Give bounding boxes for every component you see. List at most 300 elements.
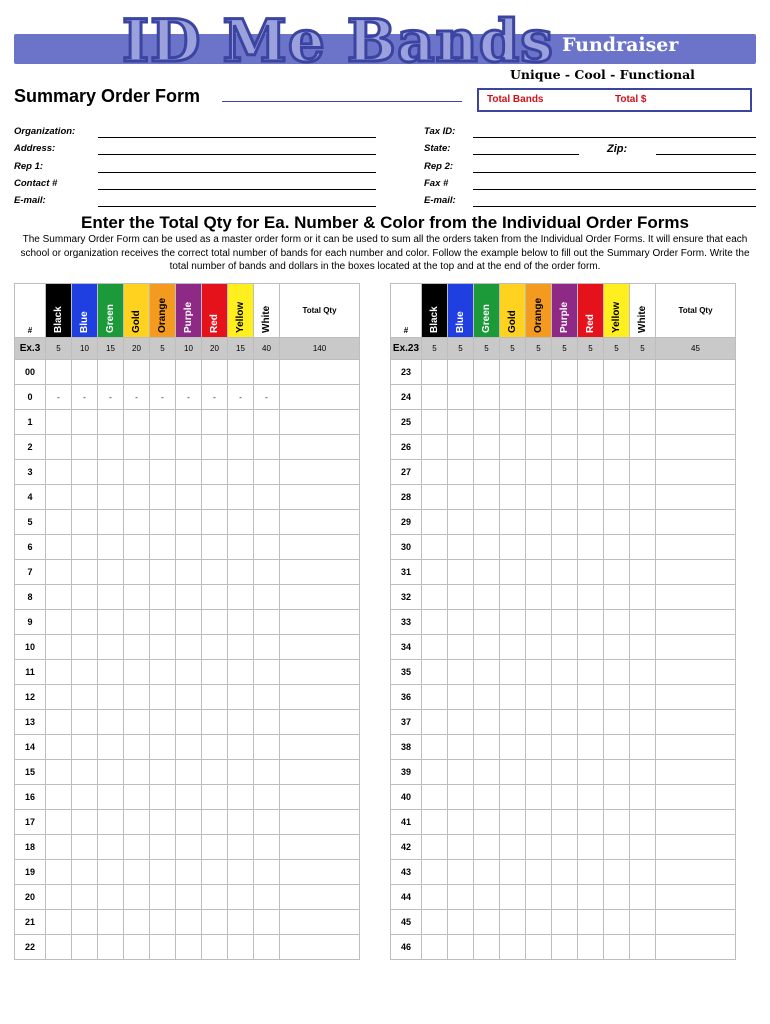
qty-cell-yellow[interactable] [228,935,254,960]
qty-cell-red[interactable] [578,885,604,910]
qty-cell-green[interactable] [98,935,124,960]
qty-cell-purple[interactable] [552,585,578,610]
qty-cell-black[interactable] [422,460,448,485]
qty-cell-gold[interactable] [500,910,526,935]
qty-cell-green[interactable] [98,660,124,685]
qty-cell-yellow[interactable] [228,760,254,785]
qty-cell-orange[interactable] [150,460,176,485]
qty-cell-red[interactable] [202,535,228,560]
qty-cell-blue[interactable] [448,635,474,660]
qty-cell-blue[interactable] [72,860,98,885]
qty-cell-blue[interactable] [72,410,98,435]
qty-cell-white[interactable] [630,535,656,560]
qty-cell-yellow[interactable] [228,510,254,535]
qty-cell-purple[interactable] [552,560,578,585]
qty-cell-blue[interactable] [448,610,474,635]
qty-cell-black[interactable] [422,535,448,560]
qty-cell-blue[interactable] [448,860,474,885]
total-qty-cell[interactable] [280,860,360,885]
qty-cell-yellow[interactable] [228,535,254,560]
qty-cell-yellow[interactable] [228,560,254,585]
qty-cell-black[interactable] [422,485,448,510]
total-qty-cell[interactable] [656,810,736,835]
qty-cell-blue[interactable] [72,560,98,585]
qty-cell-blue[interactable] [448,560,474,585]
qty-cell-purple[interactable]: - [176,385,202,410]
qty-cell-orange[interactable] [150,510,176,535]
qty-cell-green[interactable] [474,760,500,785]
qty-cell-green[interactable]: - [98,385,124,410]
qty-cell-gold[interactable] [124,760,150,785]
qty-cell-gold[interactable] [500,485,526,510]
qty-cell-black[interactable]: - [46,385,72,410]
total-qty-cell[interactable] [280,435,360,460]
qty-cell-black[interactable] [46,735,72,760]
qty-cell-green[interactable] [98,610,124,635]
qty-cell-black[interactable] [46,460,72,485]
qty-cell-green[interactable] [98,735,124,760]
qty-cell-orange[interactable] [150,710,176,735]
total-qty-cell[interactable] [280,910,360,935]
qty-cell-yellow[interactable] [228,435,254,460]
qty-cell-purple[interactable] [552,710,578,735]
qty-cell-black[interactable] [422,710,448,735]
qty-cell-orange[interactable] [150,610,176,635]
qty-cell-yellow[interactable] [604,460,630,485]
qty-cell-green[interactable] [98,560,124,585]
qty-cell-purple[interactable] [176,585,202,610]
qty-cell-white[interactable] [630,885,656,910]
qty-cell-black[interactable] [46,785,72,810]
qty-cell-gold[interactable] [124,685,150,710]
qty-cell-purple[interactable] [176,535,202,560]
qty-cell-white[interactable] [630,485,656,510]
total-qty-cell[interactable] [656,935,736,960]
qty-cell-yellow[interactable] [228,785,254,810]
qty-cell-blue[interactable] [448,835,474,860]
qty-cell-green[interactable] [474,385,500,410]
qty-cell-green[interactable] [98,435,124,460]
qty-cell-green[interactable] [474,885,500,910]
qty-cell-green[interactable] [474,860,500,885]
qty-cell-gold[interactable] [124,735,150,760]
total-qty-cell[interactable] [280,410,360,435]
qty-cell-black[interactable] [422,935,448,960]
qty-cell-gold[interactable] [124,935,150,960]
qty-cell-yellow[interactable] [228,885,254,910]
qty-cell-gold[interactable] [500,435,526,460]
total-qty-cell[interactable] [280,460,360,485]
qty-cell-gold[interactable] [500,735,526,760]
qty-cell-gold[interactable] [500,785,526,810]
qty-cell-black[interactable] [422,760,448,785]
qty-cell-black[interactable] [422,385,448,410]
qty-cell-red[interactable] [202,660,228,685]
qty-cell-red[interactable] [578,585,604,610]
qty-cell-blue[interactable] [72,660,98,685]
qty-cell-red[interactable] [202,760,228,785]
qty-cell-purple[interactable] [176,860,202,885]
total-qty-cell[interactable] [656,385,736,410]
qty-cell-black[interactable] [422,735,448,760]
qty-cell-orange[interactable] [150,860,176,885]
qty-cell-black[interactable] [422,435,448,460]
qty-cell-gold[interactable] [500,610,526,635]
qty-cell-gold[interactable] [124,835,150,860]
qty-cell-orange[interactable] [526,360,552,385]
total-qty-cell[interactable] [280,610,360,635]
qty-cell-orange[interactable] [526,735,552,760]
qty-cell-green[interactable] [98,860,124,885]
qty-cell-black[interactable] [422,410,448,435]
qty-cell-gold[interactable] [500,360,526,385]
qty-cell-blue[interactable] [448,460,474,485]
qty-cell-purple[interactable] [552,535,578,560]
qty-cell-purple[interactable] [552,485,578,510]
qty-cell-green[interactable] [474,435,500,460]
qty-cell-gold[interactable] [124,435,150,460]
total-qty-cell[interactable] [656,360,736,385]
qty-cell-red[interactable] [578,785,604,810]
qty-cell-white[interactable]: - [254,385,280,410]
total-qty-cell[interactable] [280,485,360,510]
qty-cell-black[interactable] [46,710,72,735]
qty-cell-orange[interactable] [526,785,552,810]
qty-cell-green[interactable] [98,835,124,860]
qty-cell-purple[interactable] [176,560,202,585]
qty-cell-white[interactable] [254,810,280,835]
qty-cell-orange[interactable] [526,410,552,435]
total-qty-cell[interactable] [280,585,360,610]
qty-cell-gold[interactable] [124,610,150,635]
total-qty-cell[interactable] [280,760,360,785]
qty-cell-blue[interactable]: - [72,385,98,410]
qty-cell-gold[interactable] [124,710,150,735]
qty-cell-white[interactable] [254,435,280,460]
qty-cell-yellow[interactable] [228,485,254,510]
qty-cell-gold[interactable] [500,810,526,835]
qty-cell-red[interactable] [202,735,228,760]
qty-cell-orange[interactable] [150,760,176,785]
qty-cell-purple[interactable] [176,710,202,735]
qty-cell-yellow[interactable] [228,910,254,935]
qty-cell-red[interactable] [202,635,228,660]
qty-cell-gold[interactable] [500,460,526,485]
qty-cell-gold[interactable] [124,460,150,485]
qty-cell-yellow[interactable] [604,385,630,410]
qty-cell-purple[interactable] [176,485,202,510]
qty-cell-blue[interactable] [72,735,98,760]
qty-cell-yellow[interactable] [228,410,254,435]
total-qty-cell[interactable] [280,385,360,410]
qty-cell-orange[interactable] [526,910,552,935]
qty-cell-black[interactable] [422,810,448,835]
qty-cell-black[interactable] [422,885,448,910]
total-qty-cell[interactable] [280,635,360,660]
qty-cell-green[interactable] [98,710,124,735]
total-qty-cell[interactable] [656,410,736,435]
qty-cell-blue[interactable] [72,785,98,810]
qty-cell-blue[interactable] [448,910,474,935]
qty-cell-blue[interactable] [448,510,474,535]
qty-cell-yellow[interactable] [228,835,254,860]
qty-cell-blue[interactable] [448,535,474,560]
qty-cell-yellow[interactable] [228,585,254,610]
qty-cell-orange[interactable] [526,685,552,710]
qty-cell-green[interactable] [98,485,124,510]
qty-cell-gold[interactable] [500,835,526,860]
qty-cell-black[interactable] [422,785,448,810]
qty-cell-gold[interactable] [124,360,150,385]
qty-cell-yellow[interactable] [228,635,254,660]
qty-cell-black[interactable] [46,835,72,860]
qty-cell-purple[interactable] [176,635,202,660]
qty-cell-blue[interactable] [72,710,98,735]
qty-cell-white[interactable] [254,885,280,910]
contact-field[interactable] [98,189,376,190]
qty-cell-black[interactable] [422,910,448,935]
qty-cell-green[interactable] [474,710,500,735]
qty-cell-orange[interactable] [526,610,552,635]
qty-cell-yellow[interactable] [604,860,630,885]
qty-cell-green[interactable] [98,535,124,560]
qty-cell-green[interactable] [98,685,124,710]
qty-cell-orange[interactable] [526,385,552,410]
total-qty-cell[interactable] [656,560,736,585]
qty-cell-yellow[interactable] [228,460,254,485]
qty-cell-red[interactable] [202,710,228,735]
qty-cell-blue[interactable] [72,460,98,485]
qty-cell-gold[interactable] [124,660,150,685]
qty-cell-red[interactable] [202,935,228,960]
qty-cell-gold[interactable] [500,635,526,660]
qty-cell-green[interactable] [98,810,124,835]
qty-cell-orange[interactable] [526,810,552,835]
qty-cell-yellow[interactable] [604,810,630,835]
qty-cell-blue[interactable] [72,935,98,960]
qty-cell-blue[interactable] [448,885,474,910]
qty-cell-black[interactable] [46,410,72,435]
qty-cell-black[interactable] [422,585,448,610]
qty-cell-red[interactable] [578,535,604,560]
qty-cell-black[interactable] [46,510,72,535]
qty-cell-yellow[interactable] [228,810,254,835]
qty-cell-white[interactable] [630,785,656,810]
qty-cell-gold[interactable] [124,635,150,660]
qty-cell-black[interactable] [422,635,448,660]
qty-cell-white[interactable] [254,460,280,485]
qty-cell-yellow[interactable] [228,710,254,735]
qty-cell-green[interactable] [474,610,500,635]
qty-cell-white[interactable] [630,685,656,710]
qty-cell-orange[interactable] [150,535,176,560]
qty-cell-gold[interactable] [500,535,526,560]
qty-cell-white[interactable] [254,510,280,535]
qty-cell-red[interactable] [202,485,228,510]
qty-cell-orange[interactable] [526,660,552,685]
qty-cell-purple[interactable] [176,410,202,435]
qty-cell-gold[interactable] [500,685,526,710]
qty-cell-blue[interactable] [72,910,98,935]
state-field[interactable] [473,154,579,155]
qty-cell-white[interactable] [254,660,280,685]
qty-cell-gold[interactable] [124,910,150,935]
qty-cell-yellow[interactable] [604,585,630,610]
qty-cell-red[interactable] [202,885,228,910]
qty-cell-purple[interactable] [552,385,578,410]
total-qty-cell[interactable] [280,560,360,585]
qty-cell-yellow[interactable] [228,685,254,710]
qty-cell-blue[interactable] [448,585,474,610]
qty-cell-gold[interactable] [500,660,526,685]
qty-cell-purple[interactable] [176,835,202,860]
qty-cell-blue[interactable] [448,735,474,760]
total-qty-cell[interactable] [656,435,736,460]
qty-cell-green[interactable] [474,785,500,810]
qty-cell-white[interactable] [254,860,280,885]
qty-cell-white[interactable] [630,585,656,610]
qty-cell-gold[interactable] [500,760,526,785]
qty-cell-red[interactable] [578,635,604,660]
qty-cell-yellow[interactable] [604,910,630,935]
qty-cell-white[interactable] [254,410,280,435]
qty-cell-purple[interactable] [552,860,578,885]
qty-cell-red[interactable] [578,710,604,735]
qty-cell-yellow[interactable] [228,660,254,685]
qty-cell-white[interactable] [630,610,656,635]
qty-cell-black[interactable] [46,685,72,710]
qty-cell-white[interactable] [254,760,280,785]
qty-cell-purple[interactable] [552,735,578,760]
qty-cell-black[interactable] [46,810,72,835]
qty-cell-purple[interactable] [552,910,578,935]
qty-cell-red[interactable] [578,660,604,685]
qty-cell-white[interactable] [630,810,656,835]
qty-cell-green[interactable] [474,585,500,610]
qty-cell-green[interactable] [98,885,124,910]
qty-cell-orange[interactable] [150,435,176,460]
qty-cell-blue[interactable] [72,360,98,385]
qty-cell-red[interactable] [578,510,604,535]
qty-cell-gold[interactable] [500,935,526,960]
qty-cell-black[interactable] [46,885,72,910]
qty-cell-green[interactable] [98,635,124,660]
qty-cell-white[interactable] [630,560,656,585]
qty-cell-green[interactable] [474,910,500,935]
qty-cell-purple[interactable] [176,885,202,910]
qty-cell-green[interactable] [474,560,500,585]
qty-cell-yellow[interactable] [604,835,630,860]
qty-cell-gold[interactable] [124,785,150,810]
qty-cell-purple[interactable] [176,810,202,835]
qty-cell-blue[interactable] [448,435,474,460]
qty-cell-blue[interactable] [72,760,98,785]
qty-cell-purple[interactable] [552,360,578,385]
qty-cell-white[interactable] [630,860,656,885]
qty-cell-yellow[interactable] [604,885,630,910]
qty-cell-red[interactable] [578,485,604,510]
qty-cell-black[interactable] [46,635,72,660]
qty-cell-purple[interactable] [552,935,578,960]
qty-cell-red[interactable] [578,410,604,435]
qty-cell-white[interactable] [254,635,280,660]
qty-cell-purple[interactable] [176,435,202,460]
qty-cell-red[interactable] [578,685,604,710]
qty-cell-black[interactable] [422,610,448,635]
rep2-field[interactable] [473,172,756,173]
qty-cell-gold[interactable] [500,860,526,885]
qty-cell-gold[interactable] [500,510,526,535]
total-qty-cell[interactable] [656,760,736,785]
total-qty-cell[interactable] [280,835,360,860]
qty-cell-blue[interactable] [448,785,474,810]
qty-cell-orange[interactable] [526,535,552,560]
qty-cell-black[interactable] [46,585,72,610]
qty-cell-white[interactable] [630,735,656,760]
qty-cell-black[interactable] [46,360,72,385]
qty-cell-purple[interactable] [552,660,578,685]
qty-cell-orange[interactable] [526,560,552,585]
qty-cell-black[interactable] [46,435,72,460]
qty-cell-orange[interactable] [150,685,176,710]
qty-cell-yellow[interactable] [604,435,630,460]
qty-cell-green[interactable] [474,660,500,685]
qty-cell-orange[interactable] [526,460,552,485]
qty-cell-purple[interactable] [552,610,578,635]
qty-cell-black[interactable] [46,485,72,510]
qty-cell-red[interactable] [202,510,228,535]
qty-cell-orange[interactable] [150,735,176,760]
qty-cell-blue[interactable] [72,885,98,910]
total-qty-cell[interactable] [280,935,360,960]
qty-cell-purple[interactable] [176,910,202,935]
qty-cell-black[interactable] [422,835,448,860]
qty-cell-red[interactable] [578,810,604,835]
email-field[interactable] [98,206,376,207]
qty-cell-orange[interactable] [526,860,552,885]
total-qty-cell[interactable] [280,510,360,535]
qty-cell-red[interactable] [578,435,604,460]
qty-cell-purple[interactable] [552,635,578,660]
qty-cell-yellow[interactable] [604,760,630,785]
qty-cell-red[interactable] [202,785,228,810]
qty-cell-gold[interactable] [124,585,150,610]
qty-cell-purple[interactable] [176,685,202,710]
qty-cell-gold[interactable] [124,885,150,910]
qty-cell-gold[interactable] [124,860,150,885]
qty-cell-gold[interactable] [124,485,150,510]
qty-cell-red[interactable] [578,910,604,935]
qty-cell-purple[interactable] [552,785,578,810]
qty-cell-yellow[interactable] [604,660,630,685]
qty-cell-green[interactable] [98,785,124,810]
qty-cell-black[interactable] [46,610,72,635]
qty-cell-red[interactable] [578,760,604,785]
qty-cell-orange[interactable] [526,760,552,785]
qty-cell-blue[interactable] [72,835,98,860]
qty-cell-orange[interactable] [526,485,552,510]
total-qty-cell[interactable] [656,835,736,860]
qty-cell-blue[interactable] [448,385,474,410]
total-qty-cell[interactable] [280,685,360,710]
qty-cell-orange[interactable] [526,635,552,660]
qty-cell-red[interactable] [202,360,228,385]
total-qty-cell[interactable] [656,885,736,910]
qty-cell-yellow[interactable] [604,510,630,535]
total-qty-cell[interactable] [656,535,736,560]
qty-cell-white[interactable] [254,685,280,710]
qty-cell-red[interactable] [578,360,604,385]
